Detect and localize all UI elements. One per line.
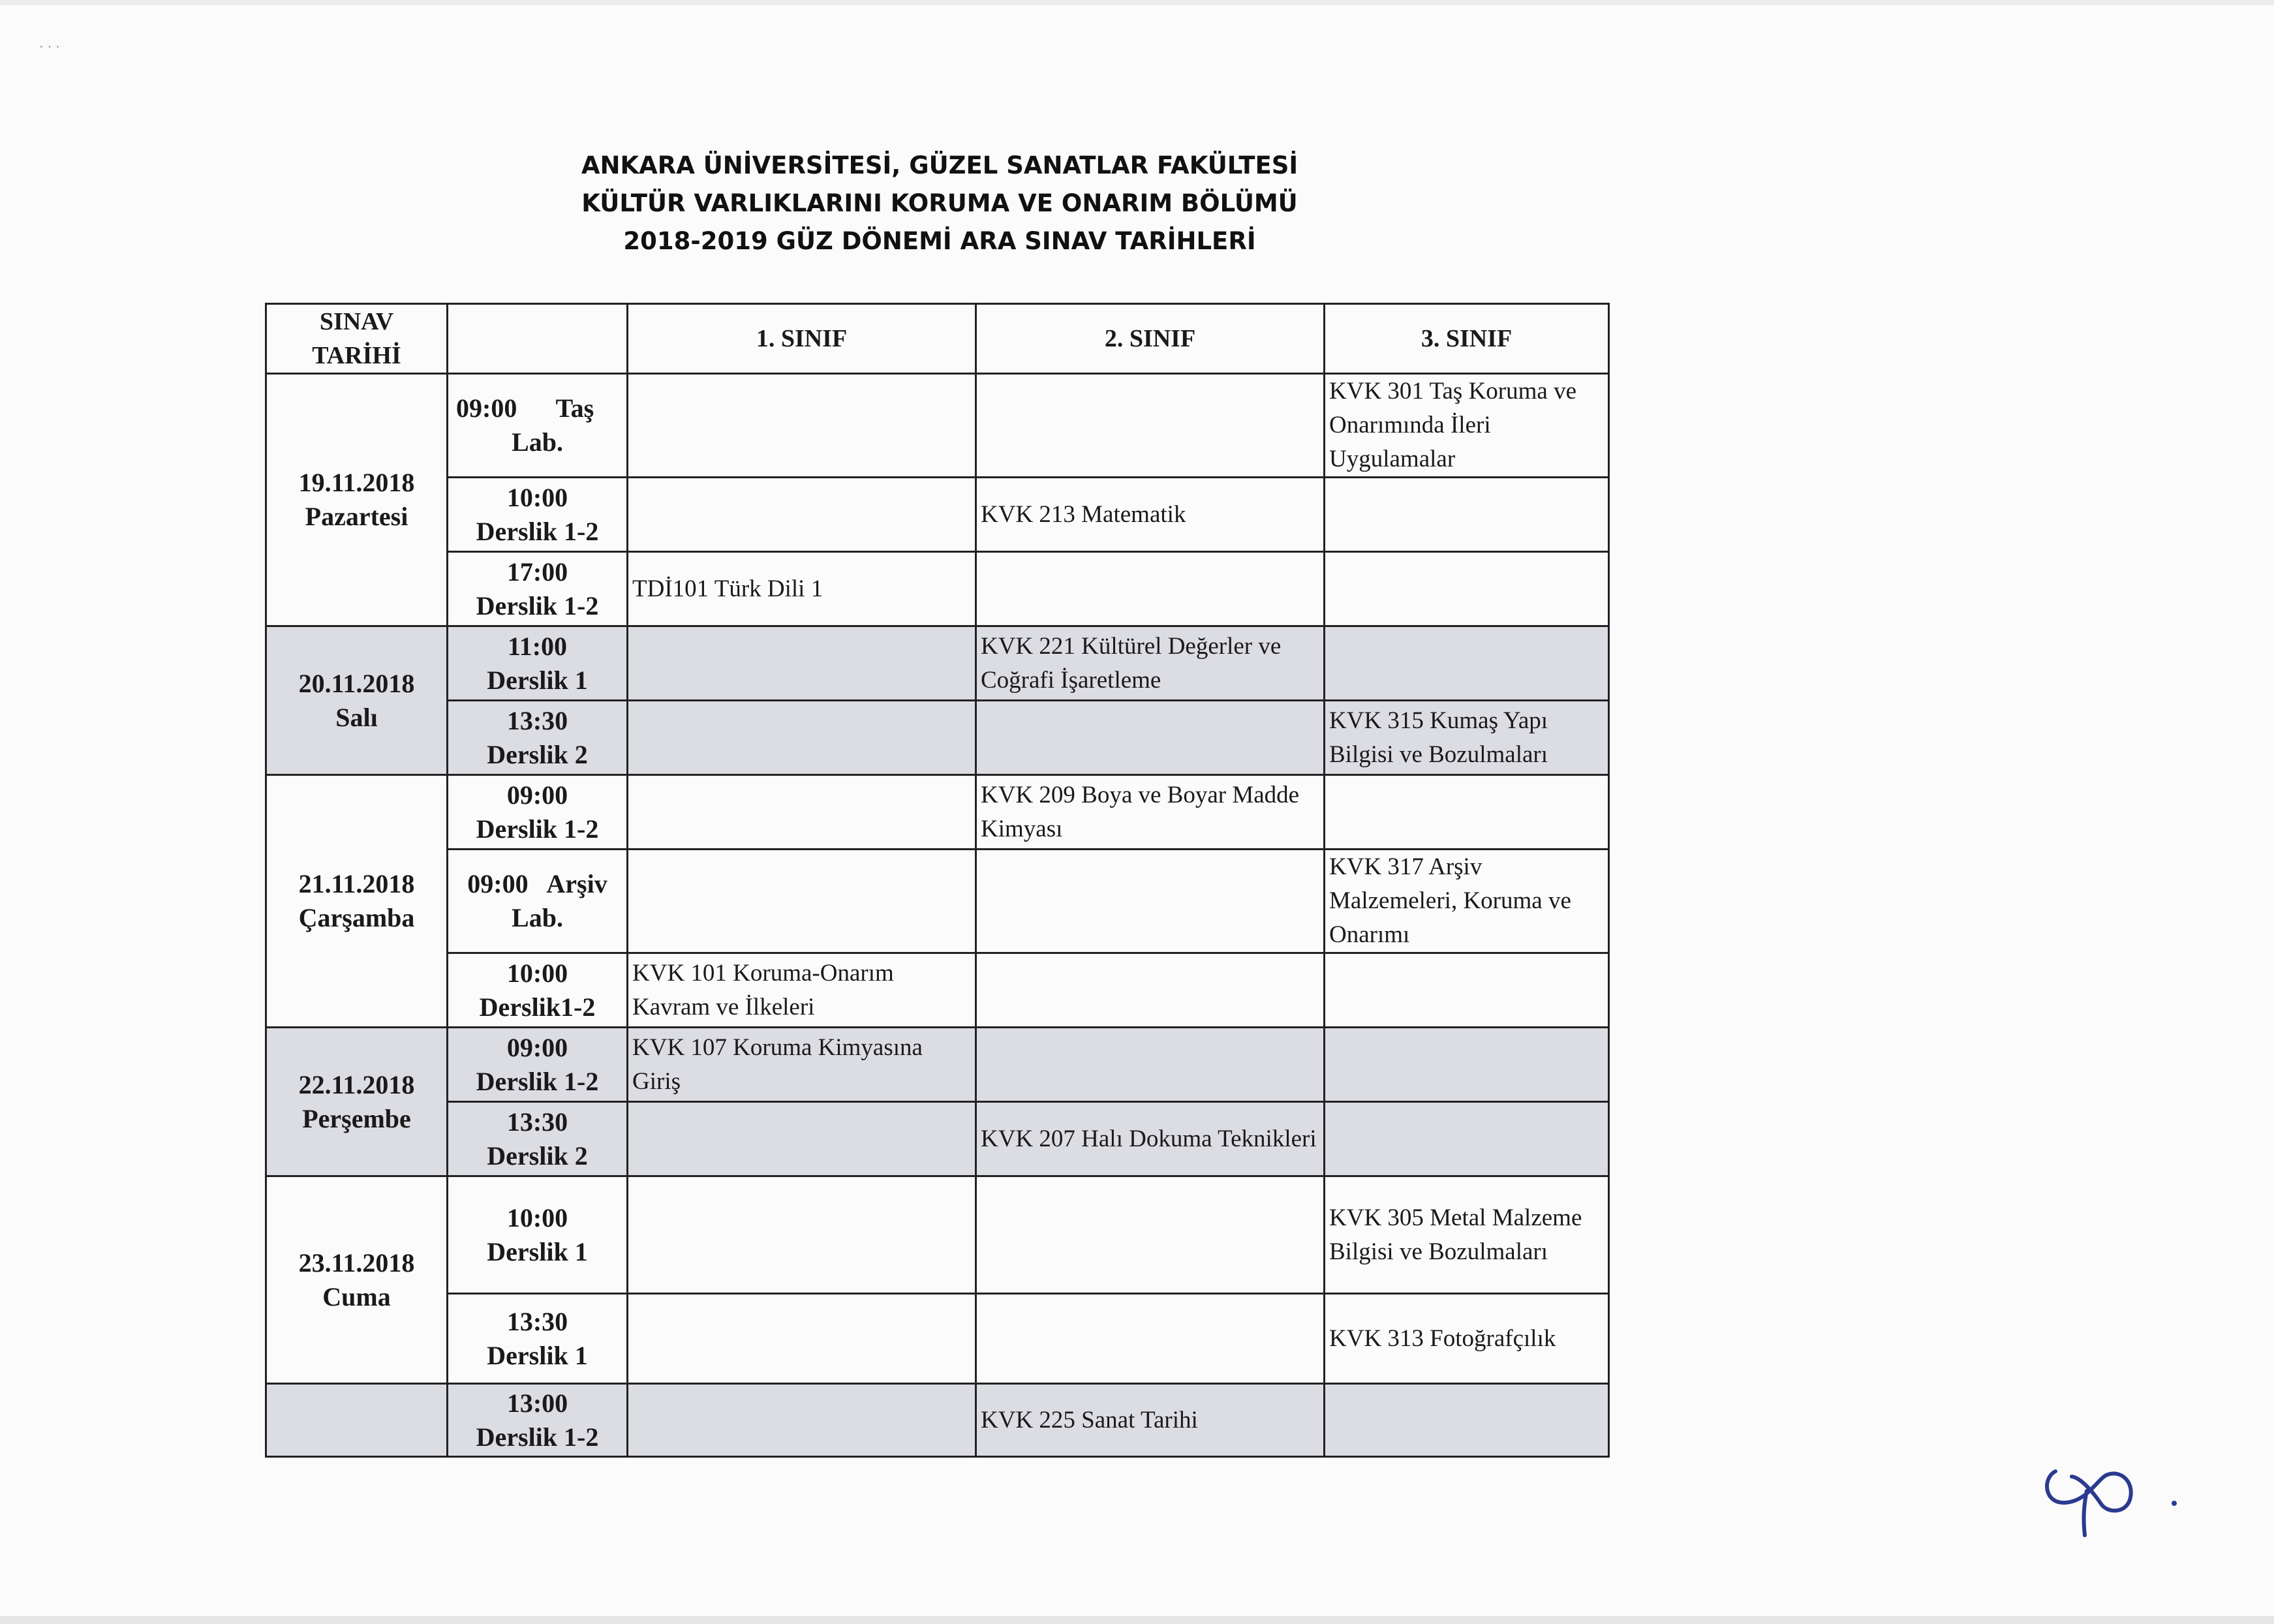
class-2-course: KVK 213 Matematik — [976, 478, 1325, 552]
class-2-course: KVK 207 Halı Dokuma Teknikleri — [976, 1102, 1325, 1176]
class-1-course — [628, 701, 976, 775]
class-1-course — [628, 1102, 976, 1176]
class-1-course: TDİ101 Türk Dili 1 — [628, 552, 976, 626]
class-2-course — [976, 850, 1325, 953]
header-title: 2018-2019 GÜZ DÖNEMİ ARA SINAV TARİHLERİ — [623, 227, 1256, 255]
class-3-course — [1325, 626, 1609, 701]
class-3-course — [1325, 1028, 1609, 1102]
slot-room: Derslik 2 — [487, 1141, 588, 1171]
slot-time: 09:00 — [506, 1032, 568, 1062]
class-1-course — [628, 1176, 976, 1294]
slot-time-cell — [448, 1102, 628, 1176]
slot-room: Derslik 1-2 — [476, 814, 599, 844]
class-3-course — [1325, 953, 1609, 1028]
class-3-course — [1325, 478, 1609, 552]
slot-room: Derslik 1 — [487, 1340, 588, 1370]
slot-room: Derslik 2 — [487, 739, 588, 769]
header-department: KÜLTÜR VARLIKLARINI KORUMA VE ONARIM BÖLÜMÜ — [581, 189, 1298, 217]
slot-time-cell — [448, 1384, 628, 1457]
class-3-course: KVK 305 Metal Malzeme Bilgisi ve Bozulmaları — [1325, 1176, 1609, 1294]
day-date: 23.11.2018 — [298, 1248, 415, 1278]
class-3-course — [1325, 552, 1609, 626]
slot-time: 09:00 Arşiv — [467, 869, 607, 898]
class-1-course: KVK 107 Koruma Kimyasına Giriş — [628, 1028, 976, 1102]
class-1-course — [628, 626, 976, 701]
day-date-cell — [266, 626, 448, 775]
day-date: 20.11.2018 — [298, 668, 415, 698]
class-2-course — [976, 1028, 1325, 1102]
header-exam-date-line1: SINAV — [319, 308, 394, 335]
day-date-cell — [266, 775, 448, 1028]
class-3-course: KVK 317 Arşiv Malzemeleri, Koruma ve Onarımı — [1325, 850, 1609, 953]
class-2-course — [976, 953, 1325, 1028]
slot-time-cell — [448, 1294, 628, 1384]
slot-time-cell — [448, 374, 628, 478]
scan-edge-bottom — [0, 1616, 2274, 1624]
table-row — [266, 1294, 1609, 1384]
table-row — [266, 953, 1609, 1028]
class-2-course — [976, 1176, 1325, 1294]
slot-time: 13:30 — [506, 1306, 568, 1336]
class-2-course — [976, 374, 1325, 478]
table-row — [266, 1028, 1609, 1102]
class-2-course: KVK 209 Boya ve Boyar Madde Kimyası — [976, 775, 1325, 850]
day-date: 22.11.2018 — [298, 1069, 415, 1099]
header-exam-date-line2: TARİHİ — [312, 342, 401, 369]
class-3-course — [1325, 1384, 1609, 1457]
day-weekday: Pazartesi — [305, 502, 408, 531]
slot-time: 13:30 — [506, 1107, 568, 1137]
slot-time-cell — [448, 478, 628, 552]
class-2-course: KVK 221 Kültürel Değerler ve Coğrafi İşaretleme — [976, 626, 1325, 701]
slot-time: 10:00 — [506, 1203, 568, 1233]
slot-time: 10:00 — [506, 482, 568, 512]
table-row — [266, 1102, 1609, 1176]
slot-room: Derslik 1-2 — [476, 1066, 599, 1096]
slot-room: Derslik 1 — [487, 665, 588, 695]
table-row — [266, 1384, 1609, 1457]
class-1-course — [628, 1384, 976, 1457]
class-1-course — [628, 1294, 976, 1384]
slot-room: Derslik 1-2 — [476, 1422, 599, 1452]
slot-time-cell — [448, 1176, 628, 1294]
table-row — [266, 850, 1609, 953]
slot-time-cell — [448, 953, 628, 1028]
header-class-1: 1. SINIF — [628, 304, 976, 374]
exam-schedule-table — [265, 303, 1610, 1458]
slot-time-cell — [448, 552, 628, 626]
document-header — [0, 147, 1879, 260]
class-1-course — [628, 775, 976, 850]
class-1-course — [628, 374, 976, 478]
slot-room: Lab. — [512, 903, 563, 932]
table-row — [266, 626, 1609, 701]
slot-room: Derslik 1-2 — [476, 516, 599, 546]
slot-room: Derslik1-2 — [479, 992, 596, 1022]
table-row — [266, 1176, 1609, 1294]
day-weekday: Çarşamba — [298, 903, 415, 932]
header-class-3: 3. SINIF — [1325, 304, 1609, 374]
day-date-cell — [266, 1384, 448, 1457]
day-date-cell — [266, 1176, 448, 1384]
day-date-cell — [266, 1028, 448, 1176]
scan-specks: · · · — [39, 39, 60, 55]
slot-room: Lab. — [512, 427, 563, 457]
slot-room: Derslik 1 — [487, 1236, 588, 1266]
class-2-course — [976, 1294, 1325, 1384]
scan-edge-top — [0, 0, 2274, 5]
slot-time: 09:00 Taş — [456, 393, 594, 423]
class-3-course: KVK 315 Kumaş Yapı Bilgisi ve Bozulmaları — [1325, 701, 1609, 775]
header-class-2: 2. SINIF — [976, 304, 1325, 374]
slot-time: 10:00 — [506, 958, 568, 988]
slot-time-cell — [448, 1028, 628, 1102]
class-2-course — [976, 552, 1325, 626]
handwritten-signature — [2036, 1452, 2166, 1543]
class-1-course: KVK 101 Koruma-Onarım Kavram ve İlkeleri — [628, 953, 976, 1028]
slot-time-cell — [448, 850, 628, 953]
day-date: 19.11.2018 — [298, 468, 415, 497]
class-3-course — [1325, 775, 1609, 850]
table-row — [266, 374, 1609, 478]
slot-time: 13:30 — [506, 705, 568, 735]
slot-time-cell — [448, 626, 628, 701]
header-university: ANKARA ÜNİVERSİTESİ, GÜZEL SANATLAR FAKÜLTESİ — [581, 151, 1298, 179]
slot-time: 09:00 — [506, 780, 568, 810]
class-2-course — [976, 701, 1325, 775]
header-time — [448, 304, 628, 374]
slot-room: Derslik 1-2 — [476, 590, 599, 620]
day-date-cell — [266, 374, 448, 626]
class-2-course: KVK 225 Sanat Tarihi — [976, 1384, 1325, 1457]
slot-time-cell — [448, 775, 628, 850]
class-3-course — [1325, 1102, 1609, 1176]
slot-time: 11:00 — [507, 631, 568, 661]
table-row — [266, 478, 1609, 552]
day-date: 21.11.2018 — [298, 869, 415, 898]
slot-time: 17:00 — [506, 557, 568, 587]
class-3-course: KVK 301 Taş Koruma ve Onarımında İleri Uygulamalar — [1325, 374, 1609, 478]
header-row — [266, 304, 1609, 374]
day-weekday: Perşembe — [302, 1103, 411, 1133]
class-3-course: KVK 313 Fotoğrafçılık — [1325, 1294, 1609, 1384]
table-row — [266, 552, 1609, 626]
ink-dot — [2172, 1501, 2177, 1506]
header-exam-date — [266, 304, 448, 374]
day-weekday: Cuma — [322, 1281, 391, 1311]
class-1-course — [628, 478, 976, 552]
table-row — [266, 775, 1609, 850]
slot-time: 13:00 — [506, 1388, 568, 1418]
day-weekday: Salı — [335, 702, 378, 732]
slot-time-cell — [448, 701, 628, 775]
table-row — [266, 701, 1609, 775]
class-1-course — [628, 850, 976, 953]
